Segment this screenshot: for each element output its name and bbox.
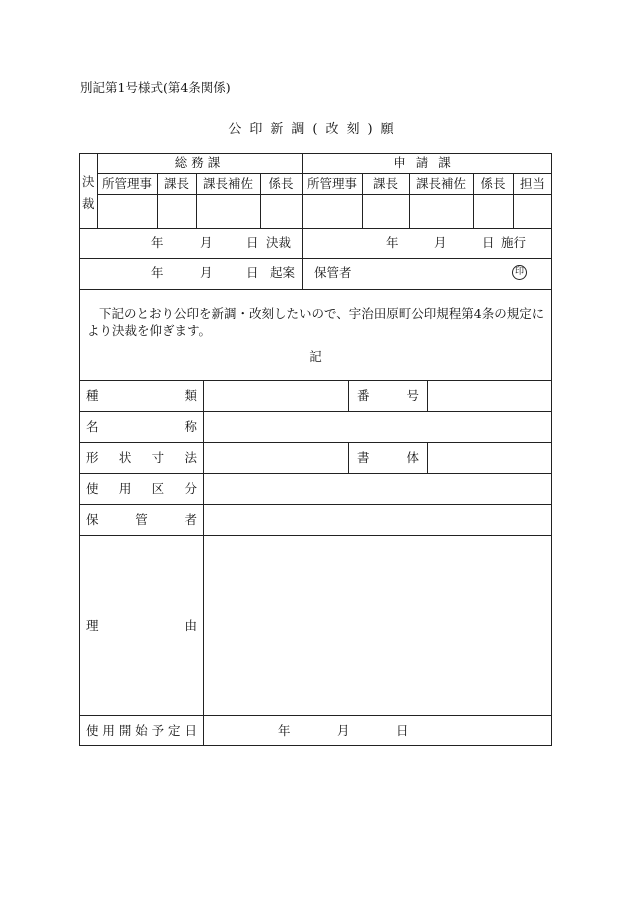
statement-text: 下記のとおり公印を新調・改刻したいので、宇治田原町公印規程第4条の規定により決裁を仰ぎます。 (87, 306, 545, 338)
kian-day: 日 (246, 265, 259, 280)
label-char: 形 (86, 450, 99, 465)
soumu-col-header: 係長 (268, 176, 294, 191)
label-shiyou (86, 483, 197, 496)
grid-line (79, 258, 552, 259)
grid-line (79, 504, 552, 505)
label-char: 寸 (151, 450, 165, 465)
label-shurui (86, 390, 197, 403)
label-char: 由 (184, 618, 197, 633)
shinsei-col-header: 課長補佐 (415, 176, 466, 191)
label-char: 番 (357, 388, 370, 403)
grid-line (79, 228, 552, 229)
label-char: 開 (118, 723, 132, 738)
label-char: 号 (406, 388, 419, 403)
label-char: 種 (86, 388, 99, 403)
label-char: 類 (184, 388, 197, 403)
label-char: 法 (184, 450, 197, 465)
shikou-day: 日 (482, 235, 495, 250)
soumu-col-header: 課長補佐 (202, 176, 253, 191)
shikou-month: 月 (434, 235, 447, 250)
grid-line (79, 380, 552, 381)
label-char: 使 (86, 481, 99, 496)
label-char: 状 (118, 450, 132, 465)
shikou-year: 年 (386, 235, 399, 250)
label-char: 日 (184, 723, 197, 738)
kessai-day: 日 (246, 235, 259, 250)
grid-line (348, 380, 349, 411)
shinsei-col-header: 係長 (480, 176, 506, 191)
kaishi-month: 月 (337, 723, 350, 738)
label-char: 者 (184, 512, 197, 527)
label-char: 保 (86, 512, 99, 527)
ki-label: 記 (309, 349, 322, 364)
label-riyuu (86, 620, 197, 633)
soumu-group-label: 総務課 (174, 155, 225, 170)
kaishi-year: 年 (278, 723, 291, 738)
grid-line (79, 411, 552, 412)
grid-line (348, 442, 349, 473)
grid-line (427, 380, 428, 411)
kessai-month: 月 (200, 235, 213, 250)
label-meishou (86, 421, 197, 434)
label-char: 書 (357, 450, 370, 465)
shinsei-col-header: 担当 (519, 176, 545, 191)
label-char: 区 (151, 481, 165, 496)
kaishi-day: 日 (396, 723, 409, 738)
seal-mark: 印 (512, 265, 527, 280)
grid-line (79, 535, 552, 536)
grid-line (302, 153, 303, 289)
label-char: 名 (86, 419, 99, 434)
shinsei-col-header: 所管理事 (306, 176, 357, 191)
label-char: 称 (184, 419, 197, 434)
label-kaishi (86, 725, 197, 738)
label-char: 用 (102, 723, 115, 738)
grid-line (427, 442, 428, 473)
kian-date-label: 起案 (270, 265, 296, 280)
label-keijou (86, 452, 197, 465)
shinsei-col-header: 課長 (372, 176, 398, 191)
grid-line (97, 194, 552, 195)
label-char: 用 (118, 481, 132, 496)
label-char: 管 (135, 512, 148, 527)
shikou-date-label: 施行 (501, 235, 527, 250)
kessai-label-2: 裁 (82, 196, 95, 211)
shinsei-group-label: 申請課 (393, 155, 461, 170)
kian-year: 年 (151, 265, 164, 280)
label-char: 使 (86, 723, 99, 738)
soumu-col-header: 課長 (163, 176, 189, 191)
label-shotai (357, 452, 419, 465)
grid-line (79, 289, 552, 290)
form-number: 別記第1号様式(第4条関係) (80, 80, 231, 95)
label-hokan (86, 514, 197, 527)
label-char: 理 (86, 618, 99, 633)
grid-line (79, 715, 552, 716)
label-char: 定 (168, 723, 181, 738)
kian-month: 月 (200, 265, 213, 280)
kessai-year: 年 (151, 235, 164, 250)
label-bangou (357, 390, 419, 403)
label-char: 体 (406, 450, 419, 465)
kessai-date-label: 決裁 (266, 235, 292, 250)
label-char: 予 (151, 723, 165, 738)
grid-line (203, 380, 204, 746)
soumu-col-header: 所管理事 (101, 176, 152, 191)
grid-line (79, 473, 552, 474)
grid-line (79, 442, 552, 443)
label-char: 始 (135, 723, 148, 738)
hokansha-label: 保管者 (314, 265, 352, 280)
grid-line (97, 173, 552, 174)
label-char: 分 (184, 481, 197, 496)
form-title: 公印新調(改刻)願 (228, 122, 402, 137)
kessai-label-1: 決 (82, 174, 95, 189)
